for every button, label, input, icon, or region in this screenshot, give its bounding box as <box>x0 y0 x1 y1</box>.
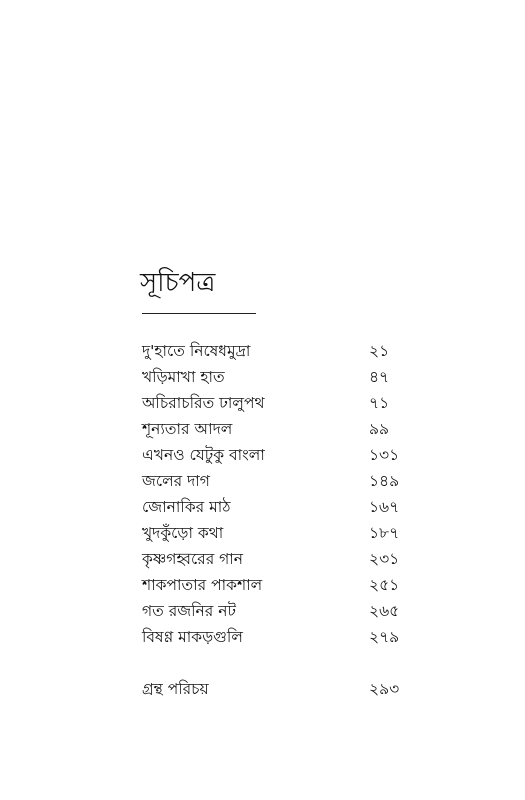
contents-entry <box>142 494 402 520</box>
entry-title: কৃষ্ণগহ্বরের গান <box>142 550 244 568</box>
entry-title: খড়িমাখা হাত <box>142 368 225 386</box>
contents-entry <box>142 364 402 390</box>
entry-page-number: ১৬৭ <box>369 498 400 516</box>
contents-entry <box>142 598 402 624</box>
entry-page-number: ২৫১ <box>369 576 400 594</box>
contents-entry <box>142 442 402 468</box>
appendix-entry <box>142 676 402 702</box>
entry-page-number: ২৬৫ <box>369 602 400 620</box>
entry-title: গ্রন্থ পরিচয় <box>142 680 209 698</box>
entry-page-number: ১৮৭ <box>369 524 400 542</box>
entry-page-number: ২৭৯ <box>369 628 400 646</box>
page-title: সূচিপত্র <box>140 268 216 298</box>
contents-list <box>142 338 402 650</box>
entry-page-number: ১৪৯ <box>369 472 400 490</box>
contents-entry <box>142 572 402 598</box>
contents-entry <box>142 338 402 364</box>
entry-title: গত রজনির নট <box>142 602 236 620</box>
entry-page-number: ৪৭ <box>369 368 390 386</box>
entry-title: খুদকুঁড়ো কথা <box>142 524 224 542</box>
contents-entry <box>142 390 402 416</box>
contents-entry <box>142 624 402 650</box>
entry-title: বিষণ্ণ মাকড়গুলি <box>142 628 243 646</box>
entry-title: দু'হাতে নিষেধমুদ্রা <box>142 342 251 360</box>
entry-title: এখনও যেটুকু বাংলা <box>142 446 265 464</box>
entry-page-number: ৯৯ <box>369 420 390 438</box>
entry-title: শূন্যতার আদল <box>142 420 233 438</box>
entry-page-number: ২১ <box>369 342 390 360</box>
entry-page-number: ৭১ <box>369 394 390 412</box>
contents-entry <box>142 416 402 442</box>
entry-page-number: ২৯৩ <box>369 680 400 698</box>
entry-title: শাকপাতার পাকশাল <box>142 576 263 594</box>
contents-entry <box>142 546 402 572</box>
entry-title: জোনাকির মাঠ <box>142 498 231 516</box>
entry-title: অচিরাচরিত ঢালুপথ <box>142 394 265 412</box>
entry-page-number: ১৩১ <box>369 446 400 464</box>
entry-title: জলের দাগ <box>142 472 210 490</box>
contents-entry <box>142 468 402 494</box>
entry-page-number: ২৩১ <box>369 550 400 568</box>
contents-entry <box>142 520 402 546</box>
title-underline <box>142 313 256 314</box>
